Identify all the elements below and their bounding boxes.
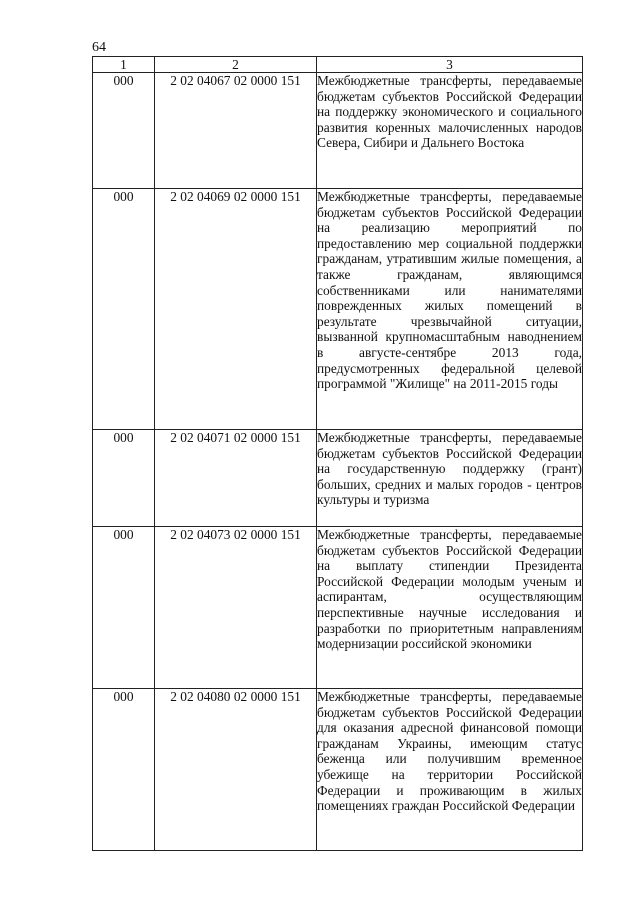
admin-code-cell: 000: [93, 430, 155, 527]
income-name-cell: Межбюджетные трансферты, передаваемые бюджетам субъектов Российской Федерации на реализацию мероприятий по предоставлению мер социальной поддержки гражданам, утратившим жилые помещения, а также гражданам, являющимся собственниками или нанимателями поврежденных жилых помещений в результате чрезвычайной ситуации, вызванной крупномасштабным наводнением в августе-сентябре 2013 года, предусмотренных федеральной целевой программой "Жилище" на 2011-2015 годы: [317, 189, 583, 430]
header-row: [93, 57, 583, 73]
table-row: [93, 430, 583, 527]
page-number: 64: [92, 40, 106, 55]
admin-code-cell: 000: [93, 527, 155, 689]
table-row: [93, 689, 583, 851]
table-row: [93, 73, 583, 189]
table-body: [93, 73, 583, 851]
income-name-cell: Межбюджетные трансферты, передаваемые бюджетам субъектов Российской Федерации для оказания адресной финансовой помощи гражданам Украины, имеющим статус беженца или получившим временное убежище на территории Российской Федерации и проживающим в жилых помещениях граждан Российской Федерации: [317, 689, 583, 851]
table-row: [93, 189, 583, 430]
income-name-cell: Межбюджетные трансферты, передаваемые бюджетам субъектов Российской Федерации на государственную поддержку (грант) больших, средних и малых городов - центров культуры и туризма: [317, 430, 583, 527]
budget-code-cell: 2 02 04073 02 0000 151: [155, 527, 317, 689]
table-row: [93, 527, 583, 689]
admin-code-cell: 000: [93, 689, 155, 851]
admin-code-cell: 000: [93, 73, 155, 189]
income-name-cell: Межбюджетные трансферты, передаваемые бюджетам субъектов Российской Федерации на выплату стипендии Президента Российской Федерации молодым ученым и аспирантам, осуществляющим перспективные научные исследования и разработки по приоритетным направлениям модернизации российской экономики: [317, 527, 583, 689]
header-col-1: 1: [93, 57, 155, 73]
budget-code-cell: 2 02 04080 02 0000 151: [155, 689, 317, 851]
header-col-3: 3: [317, 57, 583, 73]
table-header: [93, 57, 583, 73]
budget-code-cell: 2 02 04067 02 0000 151: [155, 73, 317, 189]
budget-code-cell: 2 02 04069 02 0000 151: [155, 189, 317, 430]
admin-code-cell: 000: [93, 189, 155, 430]
budget-code-cell: 2 02 04071 02 0000 151: [155, 430, 317, 527]
income-name-cell: Межбюджетные трансферты, передаваемые бюджетам субъектов Российской Федерации на поддержку экономического и социального развития коренных малочисленных народов Севера, Сибири и Дальнего Востока: [317, 73, 583, 189]
budget-classification-table: [92, 56, 583, 851]
header-col-2: 2: [155, 57, 317, 73]
